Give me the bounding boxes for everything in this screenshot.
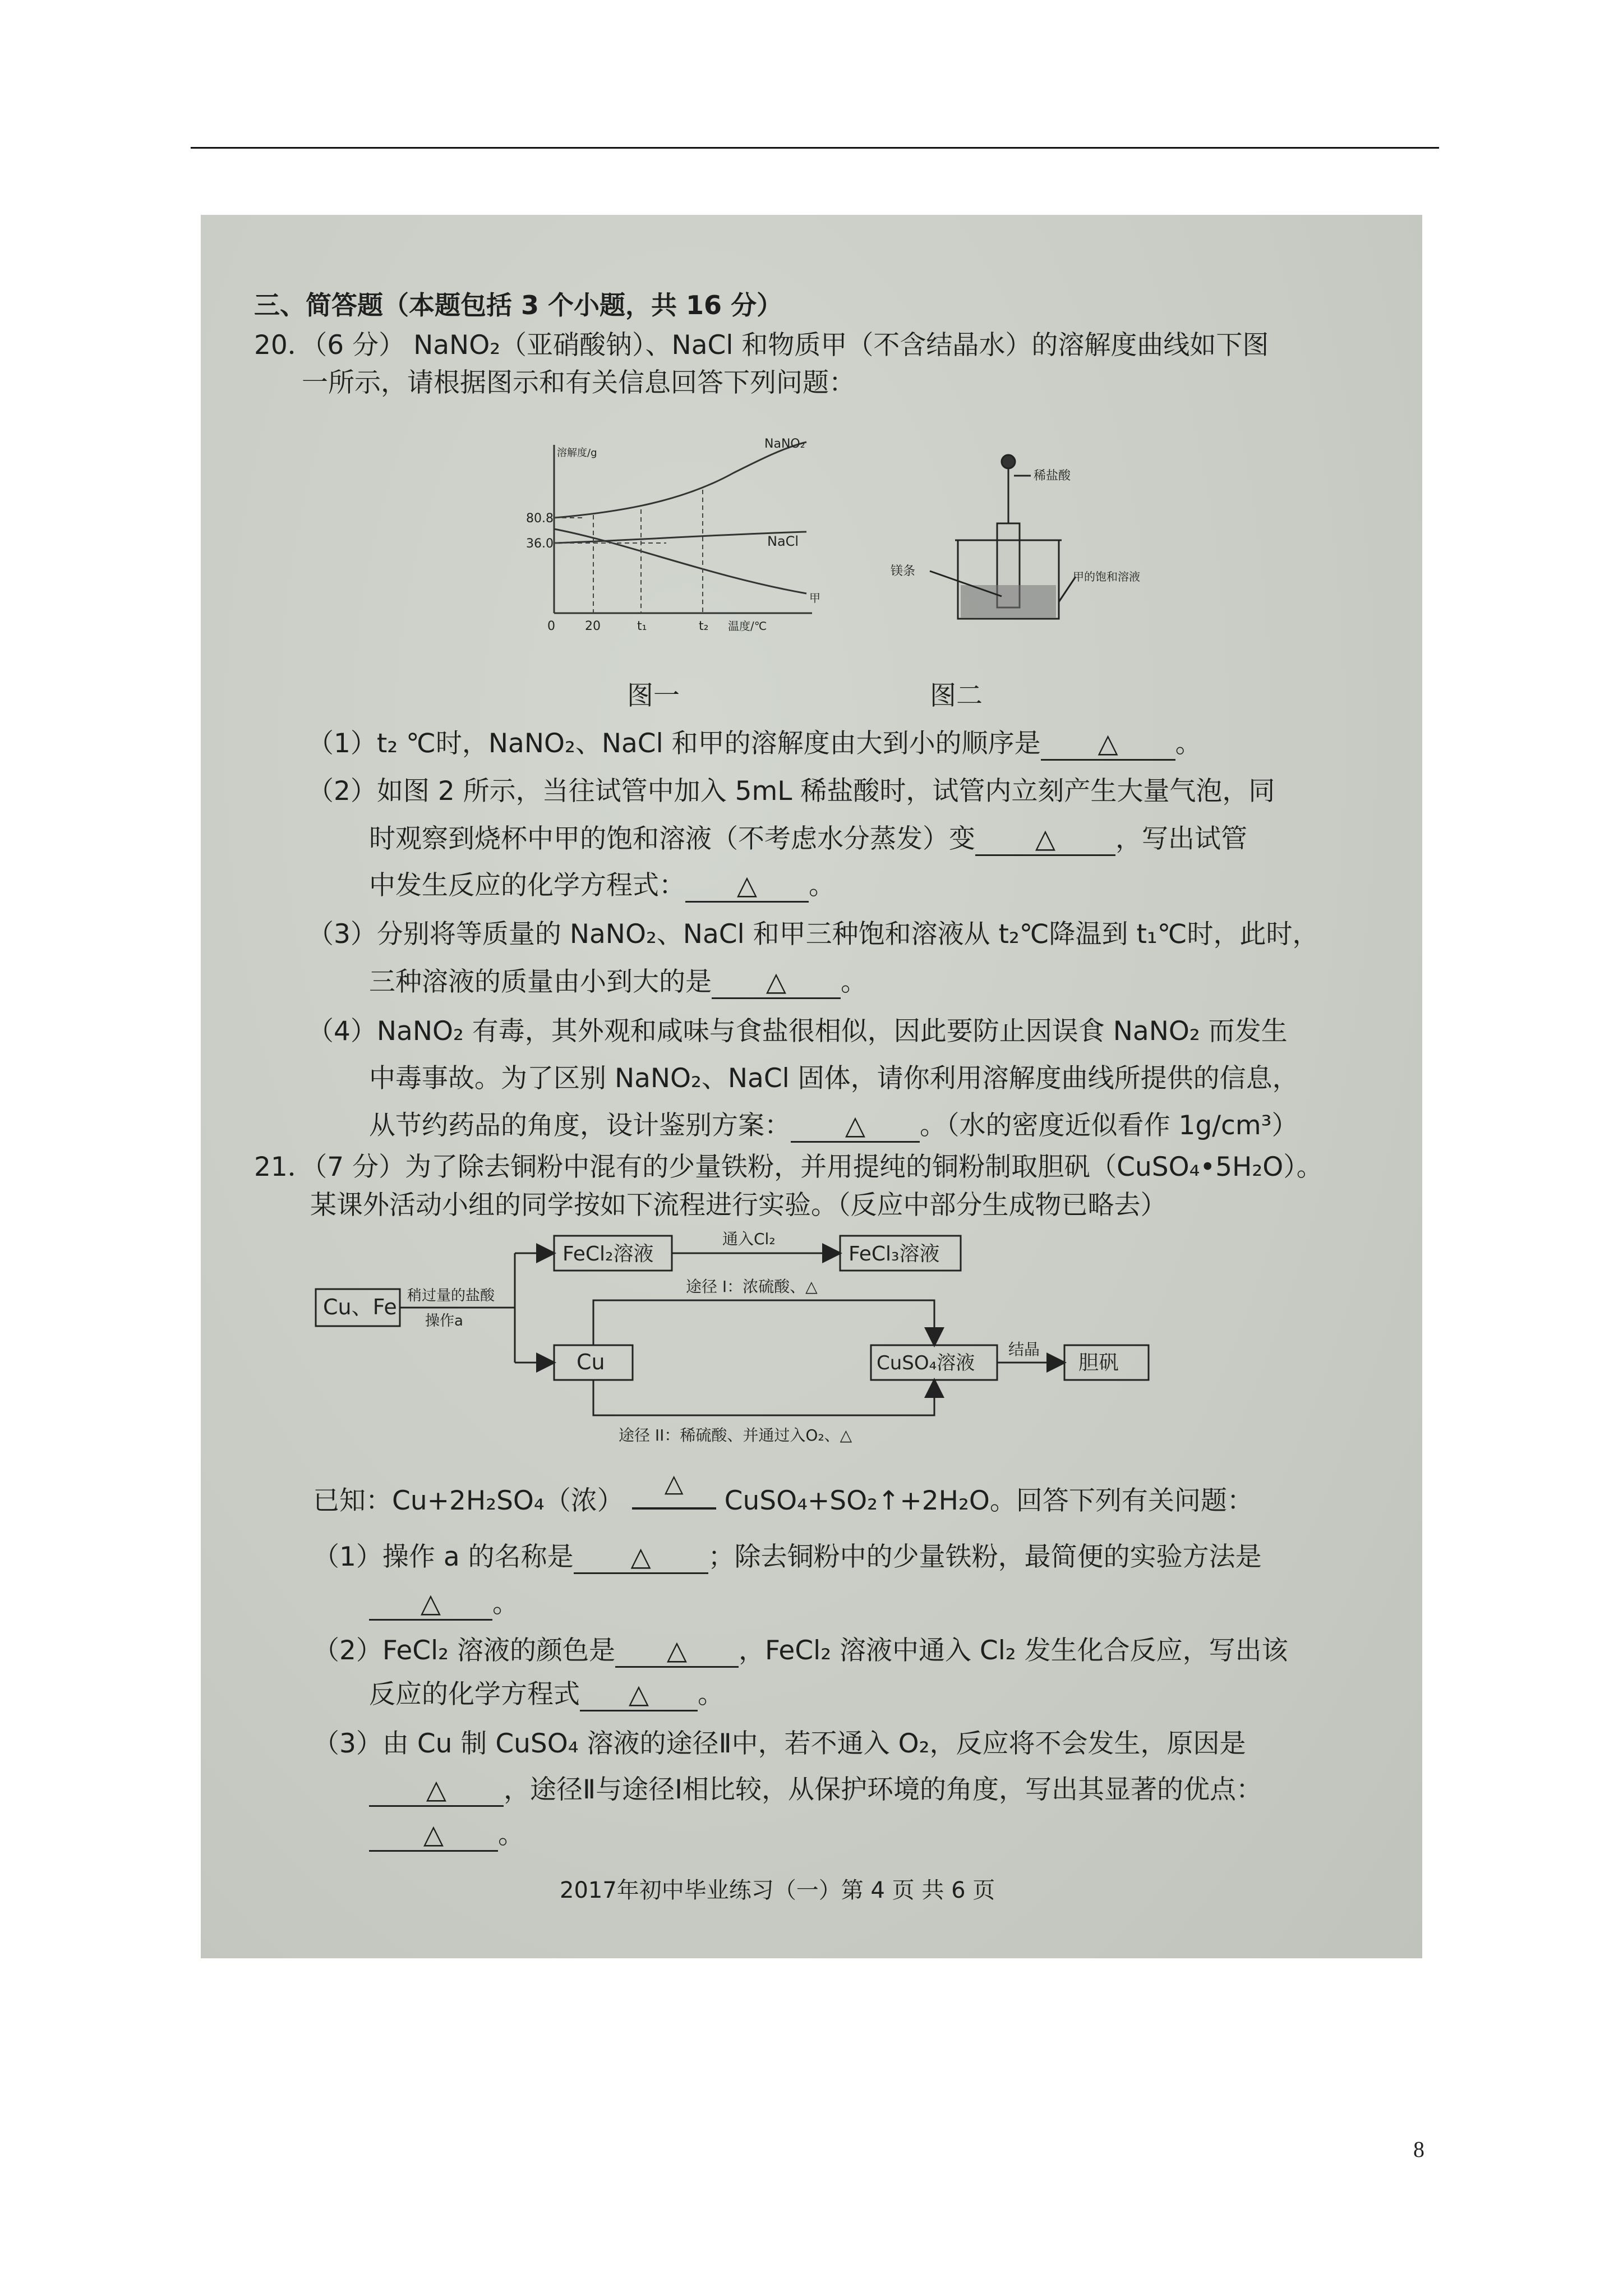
label-acid-flow: 稍过量的盐酸 [407, 1287, 495, 1304]
label-cl2: 通入Cl₂ [722, 1230, 776, 1248]
label-operation-a: 操作a [425, 1313, 463, 1329]
flow-chart [307, 1213, 1233, 1449]
answer-blank[interactable]: △ [615, 1635, 739, 1668]
label-mg: 镁条 [891, 564, 916, 578]
solubility-chart [498, 434, 857, 636]
q20-p1: （1）t₂ ℃时，NaNO₂、NaCl 和甲的溶解度由大到小的顺序是 △ 。 [307, 723, 1202, 761]
exam-photo [201, 215, 1422, 1958]
ytick-36-0: 36.0 [526, 537, 554, 551]
box-cuso4-label: CuSO₄溶液 [877, 1352, 975, 1374]
q21-p3b: △ ，途径Ⅱ与途径Ⅰ相比较，从保护环境的角度，写出其显著的优点： [369, 1769, 1262, 1807]
answer-blank[interactable]: △ [369, 1819, 498, 1852]
q20-p4b: 中毒事故。为了区别 NaNO₂、NaCl 固体，请你利用溶解度曲线所提供的信息， [369, 1063, 1299, 1094]
known-equation: 已知：Cu+2H₂SO₄（浓） △ CuSO₄+SO₂↑+2H₂O。回答下列有关问题： [313, 1469, 1253, 1516]
q21-p1a: （1）操作 a 的名称是 △ ；除去铜粉中的少量铁粉，最简便的实验方法是 [313, 1536, 1262, 1574]
box-fecl3-label: FeCl₃溶液 [849, 1243, 940, 1266]
answer-blank[interactable]: △ [1041, 728, 1175, 761]
answer-blank[interactable]: △ [369, 1774, 504, 1807]
answer-blank[interactable]: △ [369, 1588, 492, 1621]
beaker-figure [846, 450, 1160, 641]
answer-blank[interactable]: △ [712, 967, 841, 999]
box-fecl2-label: FeCl₂溶液 [562, 1243, 654, 1266]
ytick-80-8: 80.8 [526, 512, 554, 526]
answer-blank[interactable]: △ [574, 1542, 708, 1574]
q21-p2b: 反应的化学方程式 △ 。 [369, 1673, 724, 1711]
q20-p2a: （2）如图 2 所示，当往试管中加入 5mL 稀盐酸时，试管内立刻产生大量气泡，同 [307, 776, 1275, 807]
q20-line1: 20．（6 分） NaNO₂（亚硝酸钠）、NaCl 和物质甲（不含结晶水）的溶解度曲线如下图 [254, 330, 1269, 361]
section-heading: 三、简答题（本题包括 3 个小题，共 16 分） [254, 290, 783, 320]
fig2-caption: 图二 [930, 680, 983, 711]
reaction-condition: △ [632, 1492, 716, 1510]
q20-p3b: 三种溶液的质量由小到大的是 △ 。 [369, 961, 867, 999]
q20-p4c: 从节约药品的角度，设计鉴别方案： △ 。（水的密度近似看作 1g/cm³） [369, 1105, 1298, 1143]
q20-p2b: 时观察到烧杯中甲的饱和溶液（不考虑水分蒸发）变 △ ，写出试管 [369, 818, 1247, 856]
label-nacl: NaCl [767, 533, 799, 549]
box-cu-fe-label: Cu、Fe [323, 1295, 397, 1319]
q21-line1: 21．（7 分）为了除去铜粉中混有的少量铁粉，并用提纯的铜粉制取胆矾（CuSO₄•5H₂O）。 [254, 1152, 1323, 1182]
label-crystallize: 结晶 [1008, 1340, 1040, 1359]
q20-p2c: 中发生反应的化学方程式： △ 。 [369, 864, 835, 903]
x-axis-label: 温度/℃ [728, 619, 767, 633]
fig1-caption: 图一 [627, 680, 680, 711]
label-route2: 途径 II：稀硫酸、并通过入O₂、△ [619, 1426, 852, 1444]
label-acid: 稀盐酸 [1034, 469, 1071, 483]
q21-line2: 某课外活动小组的同学按如下流程进行实验。（反应中部分生成物已略去） [310, 1190, 1167, 1221]
q20-p3a: （3）分别将等质量的 NaNO₂、NaCl 和甲三种饱和溶液从 t₂℃降温到 t₁℃时，此时， [307, 919, 1319, 950]
top-rule [191, 147, 1439, 149]
label-jia: 甲 [809, 591, 820, 605]
xtick-20: 20 [585, 619, 601, 633]
q21-p3c: △ 。 [369, 1814, 524, 1852]
answer-blank[interactable]: △ [975, 823, 1115, 856]
label-solution: 甲的饱和溶液 [1073, 570, 1140, 583]
answer-blank[interactable]: △ [791, 1110, 920, 1143]
page-number: 8 [1413, 2137, 1424, 2162]
answer-blank[interactable]: △ [580, 1679, 698, 1711]
xtick-t2: t₂ [699, 619, 709, 633]
label-route1: 途径 I：浓硫酸、△ [686, 1277, 818, 1296]
q20-p4a: （4）NaNO₂ 有毒，其外观和咸味与食盐很相似，因此要防止因误食 NaNO₂ 而发生 [307, 1016, 1288, 1047]
q20-line2: 一所示，请根据图示和有关信息回答下列问题： [302, 367, 855, 398]
q21-p3a: （3）由 Cu 制 CuSO₄ 溶液的途径Ⅱ中，若不通入 O₂，反应将不会发生，原因是 [313, 1728, 1246, 1759]
q21-p2a: （2）FeCl₂ 溶液的颜色是 △ ，FeCl₂ 溶液中通入 Cl₂ 发生化合反应，写出该 [313, 1630, 1288, 1668]
y-axis-label: 溶解度/g [557, 447, 597, 459]
xtick-t1: t₁ [637, 619, 647, 633]
answer-blank[interactable]: △ [685, 870, 809, 903]
exam-footer: 2017年初中毕业练习（一）第 4 页 共 6 页 [560, 1878, 995, 1903]
box-danfan-label: 胆矾 [1078, 1351, 1119, 1374]
box-cu-label: Cu [577, 1350, 605, 1374]
q21-p1b: △ 。 [369, 1582, 519, 1621]
label-nano2: NaNO₂ [764, 437, 805, 451]
xtick-0: 0 [547, 619, 555, 633]
